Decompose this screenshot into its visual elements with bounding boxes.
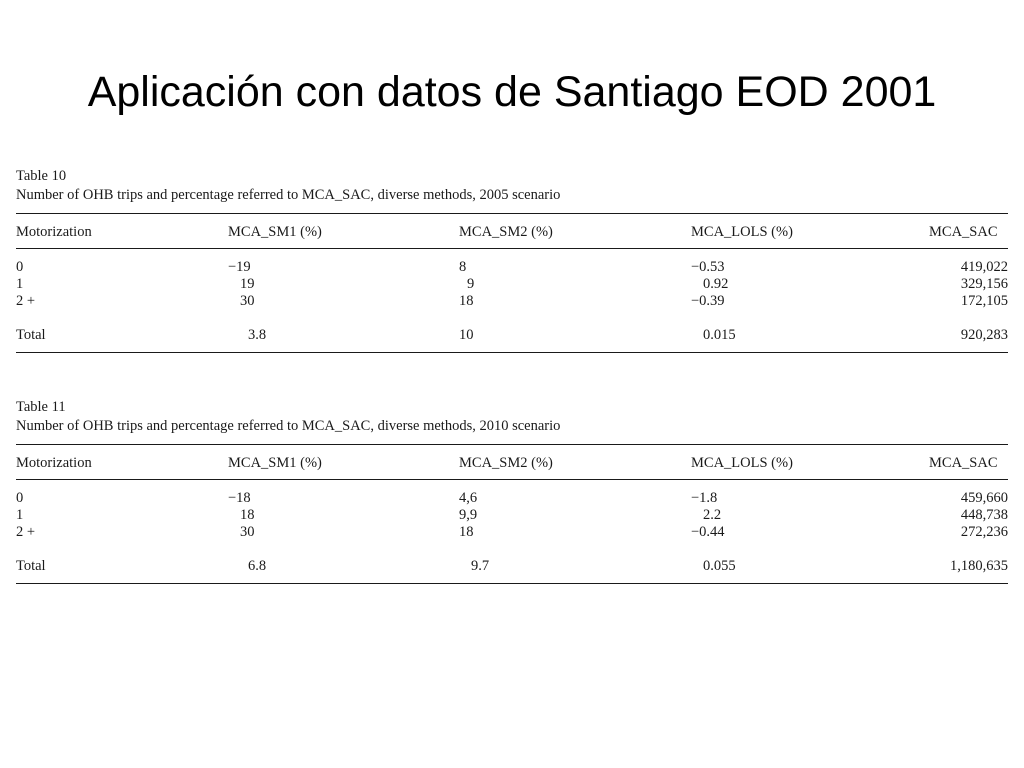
table-cell: −19 bbox=[228, 259, 251, 275]
top-rule bbox=[16, 444, 1008, 445]
table-cell: 172,105 bbox=[960, 293, 1008, 309]
table-total-label: Total bbox=[16, 558, 46, 574]
table-cell: −18 bbox=[228, 490, 251, 506]
bottom-rule bbox=[16, 583, 1008, 584]
table-11 bbox=[16, 398, 1008, 574]
table-cell: 0 bbox=[16, 259, 24, 275]
table-cell: 0.015 bbox=[703, 327, 736, 343]
column-header-mca-sac: MCA_SAC bbox=[929, 455, 998, 471]
table-cell: 1 bbox=[16, 507, 24, 523]
table-cell: 1,180,635 bbox=[950, 558, 1008, 574]
header-rule bbox=[16, 479, 1008, 480]
table-cell: 4,6 bbox=[459, 490, 478, 506]
table-cell: 18 bbox=[459, 524, 474, 540]
table-cell: −0.39 bbox=[691, 293, 725, 309]
table-cell: 30 bbox=[240, 293, 255, 309]
table-cell: 920,283 bbox=[960, 327, 1008, 343]
table-caption: Number of OHB trips and percentage referred to MCA_SAC, diverse methods, 2010 scenario bbox=[16, 418, 561, 434]
column-header-mca-sac: MCA_SAC bbox=[929, 224, 998, 240]
table-cell: 9,9 bbox=[459, 507, 478, 523]
column-header-motorization: Motorization bbox=[16, 224, 92, 240]
table-cell: 2.2 bbox=[703, 507, 722, 523]
table-cell: 30 bbox=[240, 524, 255, 540]
column-header-mca-lols: MCA_LOLS (%) bbox=[691, 224, 793, 240]
table-cell: 3.8 bbox=[248, 327, 267, 343]
column-header-mca-sm2: MCA_SM2 (%) bbox=[459, 455, 553, 471]
table-cell: 9.7 bbox=[471, 558, 490, 574]
header-rule bbox=[16, 248, 1008, 249]
table-10 bbox=[16, 167, 1008, 343]
table-cell: 19 bbox=[240, 276, 255, 292]
table-cell: 448,738 bbox=[960, 507, 1008, 523]
table-cell: 2 + bbox=[16, 524, 36, 540]
table-label: Table 11 bbox=[16, 399, 66, 415]
column-header-mca-sm1: MCA_SM1 (%) bbox=[228, 455, 322, 471]
table-cell: 10 bbox=[459, 327, 474, 343]
column-header-mca-sm2: MCA_SM2 (%) bbox=[459, 224, 553, 240]
table-cell: −0.53 bbox=[691, 259, 725, 275]
table-cell: 6.8 bbox=[248, 558, 267, 574]
table-cell: −1.8 bbox=[691, 490, 718, 506]
table-total-label: Total bbox=[16, 327, 46, 343]
column-header-mca-sm1: MCA_SM1 (%) bbox=[228, 224, 322, 240]
table-cell: 0.92 bbox=[703, 276, 729, 292]
table-cell: 419,022 bbox=[960, 259, 1008, 275]
table-cell: 2 + bbox=[16, 293, 36, 309]
table-label: Table 10 bbox=[16, 168, 67, 184]
table-cell: 18 bbox=[459, 293, 474, 309]
table-cell: 272,236 bbox=[960, 524, 1008, 540]
table-cell: 459,660 bbox=[960, 490, 1008, 506]
table-cell: 0 bbox=[16, 490, 24, 506]
table-cell: −0.44 bbox=[691, 524, 725, 540]
table-cell: 329,156 bbox=[960, 276, 1008, 292]
bottom-rule bbox=[16, 352, 1008, 353]
table-cell: 8 bbox=[459, 259, 467, 275]
top-rule bbox=[16, 213, 1008, 214]
slide-title: Aplicación con datos de Santiago EOD 2001 bbox=[87, 68, 937, 116]
table-cell: 1 bbox=[16, 276, 24, 292]
table-cell: 0.055 bbox=[703, 558, 736, 574]
table-cell: 18 bbox=[240, 507, 255, 523]
table-cell: 9 bbox=[467, 276, 475, 292]
table-caption: Number of OHB trips and percentage referred to MCA_SAC, diverse methods, 2005 scenario bbox=[16, 187, 561, 203]
column-header-mca-lols: MCA_LOLS (%) bbox=[691, 455, 793, 471]
column-header-motorization: Motorization bbox=[16, 455, 92, 471]
